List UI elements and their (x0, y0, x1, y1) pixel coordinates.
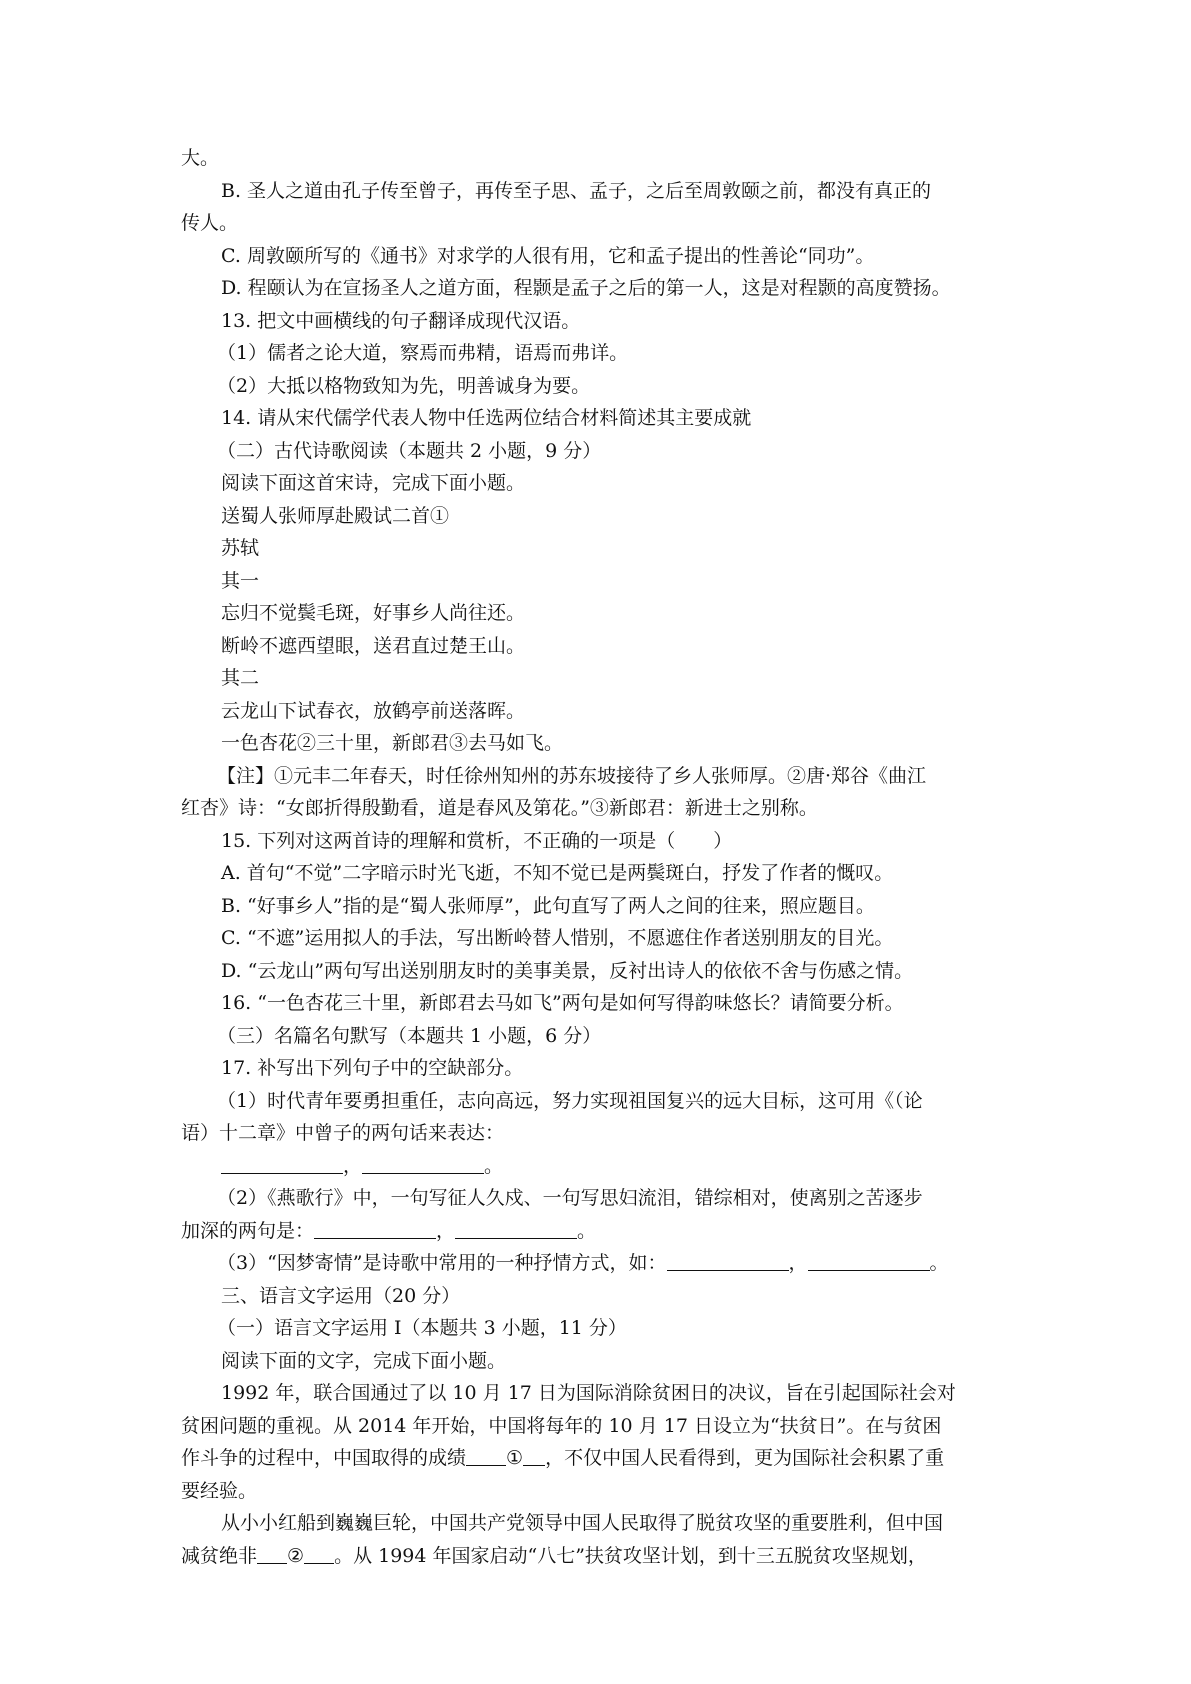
question-13-part-2: （2）大抵以格物致知为先，明善诚身为要。 (217, 374, 591, 397)
option-c-12: C. 周敦颐所写的《通书》对求学的人很有用，它和孟子提出的性善论“同功”。 (221, 244, 875, 267)
poem-line: 断岭不遮西望眼，送君直过楚王山。 (221, 634, 526, 657)
option-d-15: D. “云龙山”两句写出送别朋友时的美事美景，反衬出诗人的依依不舍与伤感之情。 (221, 959, 914, 982)
answer-blank[interactable] (523, 1445, 545, 1466)
passage-line: 作斗争的过程中，中国取得的成绩 ① ，不仅中国人民看得到，更为国际社会积累了重 (181, 1447, 945, 1469)
poem-author: 苏轼 (221, 537, 260, 559)
answer-blank[interactable] (455, 1218, 577, 1239)
question-13: 13. 把文中画横线的句子翻译成现代汉语。 (221, 309, 581, 332)
poem-part-heading: 其二 (221, 667, 260, 689)
option-b-15: B. “好事乡人”指的是“蜀人张师厚”，此句直写了两人之间的往来，照应题目。 (221, 894, 875, 917)
text-line: 传人。 (181, 212, 239, 234)
poem-title: 送蜀人张师厚赴殿试二首① (221, 504, 450, 527)
passage-line: 减贫绝非 ② 。从 1994 年国家启动“八七”扶贫攻坚计划，到十三五脱贫攻坚规划， (181, 1544, 927, 1567)
question-17-part-1: （1）时代青年要勇担重任，志向高远，努力实现祖国复兴的远大目标，这可用《（论 (217, 1089, 923, 1112)
answer-blank[interactable] (362, 1153, 484, 1174)
section-heading-poetry: （二）古代诗歌阅读（本题共 2 小题，9 分） (217, 439, 602, 462)
option-a-15: A. 首句“不觉”二字暗示时光飞逝，不知不觉已是两鬓斑白，抒发了作者的慨叹。 (221, 862, 894, 884)
question-17-part-2: （2）《燕歌行》中，一句写征人久戍、一句写思妇流泪，错综相对，使离别之苦逐步 (217, 1187, 923, 1209)
section-heading-language-1: （一）语言文字运用 I（本题共 3 小题，11 分） (217, 1317, 627, 1339)
passage-line: 要经验。 (181, 1479, 258, 1502)
answer-blank[interactable] (314, 1218, 436, 1239)
text-line: 语）十二章》中曾子的两句话来表达： (181, 1122, 505, 1144)
option-b-12: B. 圣人之道由孔子传至曾子，再传至子思、孟子，之后至周敦颐之前，都没有真正的 (221, 179, 932, 202)
poem-line: 忘归不觉鬓毛斑，好事乡人尚往还。 (221, 602, 526, 624)
question-16: 16. “一色杏花三十里，新郎君去马如飞”两句是如何写得韵味悠长？请简要分析。 (221, 992, 904, 1014)
answer-blank[interactable] (221, 1153, 343, 1174)
option-d-12: D. 程颐认为在宣扬圣人之道方面，程颢是孟子之后的第一人，这是对程颢的高度赞扬。 (221, 277, 951, 299)
passage-line: 贫困问题的重视。从 2014 年开始，中国将每年的 10 月 17 日设立为“扶贫日”。在与贫困 (181, 1414, 942, 1437)
question-15: 15. 下列对这两首诗的理解和赏析，不正确的一项是（ ） (221, 829, 733, 852)
fill-blank-line: ， 。 (181, 1150, 1011, 1183)
poem-note-continued: 红杏》诗：“女郎折得殷勤看，道是春风及第花。”③新郎君：新进士之别称。 (181, 797, 818, 819)
poem-line: 一色杏花②三十里，新郎君③去马如飞。 (221, 732, 564, 754)
section-heading-recitation: （三）名篇名句默写（本题共 1 小题，6 分） (217, 1024, 602, 1047)
answer-blank[interactable] (808, 1250, 930, 1271)
answer-blank[interactable] (304, 1543, 334, 1564)
question-13-part-1: （1）儒者之论大道，察焉而弗精，语焉而弗详。 (217, 342, 629, 364)
question-17-part-3: （3）“因梦寄情”是诗歌中常用的一种抒情方式，如： ， 。 (217, 1252, 949, 1274)
section-heading-language: 三、语言文字运用（20 分） (221, 1284, 461, 1307)
text-line: 大。 (181, 147, 220, 169)
passage-line: 从小小红船到巍巍巨轮，中国共产党领导中国人民取得了脱贫攻坚的重要胜利，但中国 (221, 1512, 944, 1534)
text-line: 阅读下面这首宋诗，完成下面小题。 (221, 472, 526, 494)
option-c-15: C. “不遮”运用拟人的手法，写出断岭替人惜别，不愿遮住作者送别朋友的目光。 (221, 927, 894, 949)
document-body (181, 142, 1011, 1572)
fill-blank-line: 加深的两句是： ， 。 (181, 1219, 597, 1242)
passage-line: 1992 年，联合国通过了以 10 月 17 日为国际消除贫困日的决议，旨在引起国际社会对 (221, 1382, 956, 1404)
text-line: 阅读下面的文字，完成下面小题。 (221, 1349, 507, 1372)
poem-line: 云龙山下试春衣，放鹤亭前送落晖。 (221, 699, 526, 722)
question-14: 14. 请从宋代儒学代表人物中任选两位结合材料简述其主要成就 (221, 407, 752, 429)
answer-blank[interactable] (466, 1445, 506, 1466)
poem-part-heading: 其一 (221, 569, 260, 592)
poem-note: 【注】①元丰二年春天，时任徐州知州的苏东坡接待了乡人张师厚。②唐·郑谷《曲江 (217, 764, 927, 787)
answer-blank[interactable] (667, 1250, 789, 1271)
answer-blank[interactable] (257, 1543, 287, 1564)
question-17: 17. 补写出下列句子中的空缺部分。 (221, 1057, 524, 1079)
